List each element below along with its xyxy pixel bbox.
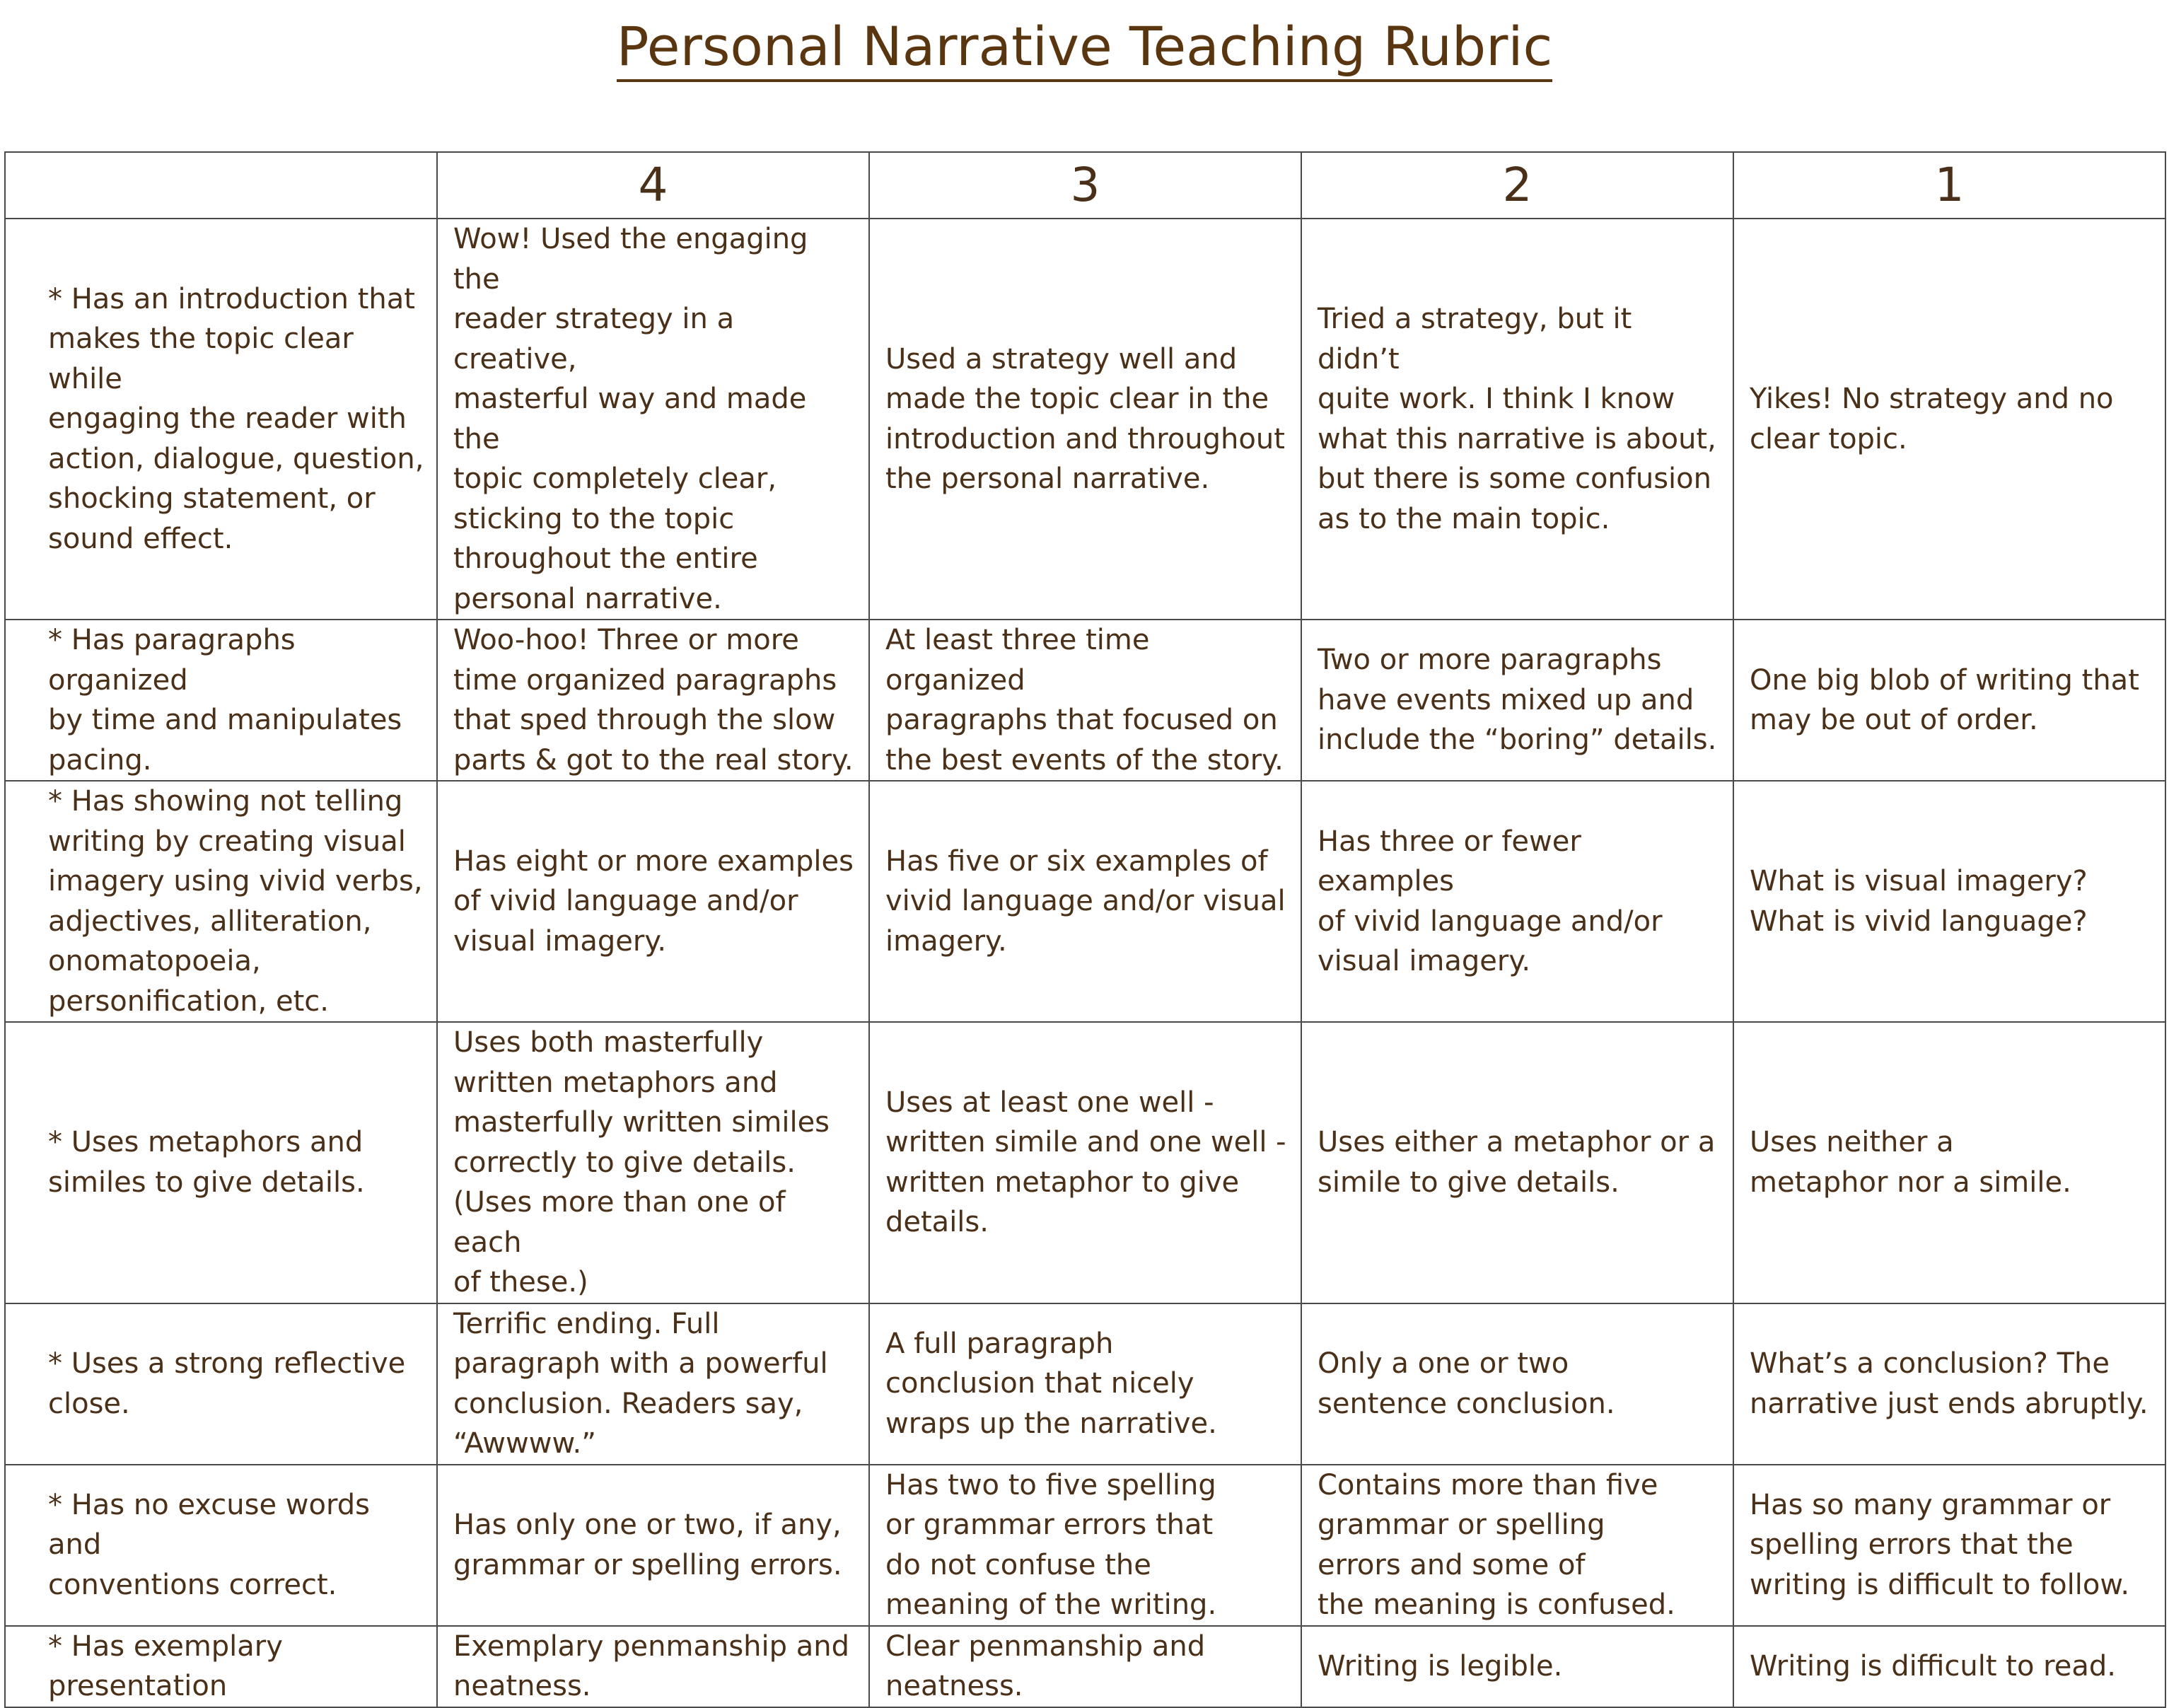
score-header-4: 4 xyxy=(437,152,869,219)
table-row xyxy=(5,1626,2165,1707)
table-row xyxy=(5,1465,2165,1626)
score-2-cell: Has three or fewer examples of vivid language and/or visual imagery. xyxy=(1301,781,1733,1022)
score-2-cell: Contains more than five grammar or spelling errors and some of the meaning is confused. xyxy=(1301,1465,1733,1626)
score-3-cell: Has two to five spelling or grammar errors that do not confuse the meaning of the writing. xyxy=(869,1465,1301,1626)
score-header-3: 3 xyxy=(869,152,1301,219)
score-3-cell: Has five or six examples of vivid language and/or visual imagery. xyxy=(869,781,1301,1022)
score-4-cell: Exemplary penmanship and neatness. xyxy=(437,1626,869,1707)
criterion-cell: * Has paragraphs organized by time and manipulates pacing. xyxy=(5,620,437,781)
score-1-cell: Uses neither a metaphor nor a simile. xyxy=(1733,1022,2165,1303)
score-4-cell: Has only one or two, if any, grammar or spelling errors. xyxy=(437,1465,869,1626)
score-1-cell: Writing is difficult to read. xyxy=(1733,1626,2165,1707)
score-3-cell: A full paragraph conclusion that nicely wraps up the narrative. xyxy=(869,1303,1301,1465)
header-corner-cell xyxy=(5,152,437,219)
score-1-cell: What’s a conclusion? The narrative just ends abruptly. xyxy=(1733,1303,2165,1465)
score-header-1: 1 xyxy=(1733,152,2165,219)
score-4-cell: Uses both masterfully written metaphors and masterfully written similes correctly to give details. (Uses more than one of each of these.) xyxy=(437,1022,869,1303)
page-title xyxy=(0,11,2169,82)
criterion-cell: * Has exemplary presentation xyxy=(5,1626,437,1707)
criterion-cell: * Uses metaphors and similes to give details. xyxy=(5,1022,437,1303)
score-3-cell: Used a strategy well and made the topic clear in the introduction and throughout the personal narrative. xyxy=(869,219,1301,620)
score-3-cell: Uses at least one well - written simile and one well - written metaphor to give details. xyxy=(869,1022,1301,1303)
score-1-cell: What is visual imagery? What is vivid language? xyxy=(1733,781,2165,1022)
score-4-cell: Terrific ending. Full paragraph with a powerful conclusion. Readers say, “Awwww.” xyxy=(437,1303,869,1465)
score-2-cell: Only a one or two sentence conclusion. xyxy=(1301,1303,1733,1465)
header-row xyxy=(5,152,2165,219)
score-3-cell: At least three time organized paragraphs that focused on the best events of the story. xyxy=(869,620,1301,781)
table-row xyxy=(5,1022,2165,1303)
score-1-cell: Has so many grammar or spelling errors that the writing is difficult to follow. xyxy=(1733,1465,2165,1626)
table-row xyxy=(5,1303,2165,1465)
page-title-text: Personal Narrative Teaching Rubric xyxy=(617,15,1553,82)
criterion-cell: * Uses a strong reflective close. xyxy=(5,1303,437,1465)
score-header-2: 2 xyxy=(1301,152,1733,219)
score-2-cell: Writing is legible. xyxy=(1301,1626,1733,1707)
score-1-cell: One big blob of writing that may be out of order. xyxy=(1733,620,2165,781)
criterion-cell: * Has showing not telling writing by creating visual imagery using vivid verbs, adjectives, alliteration, onomatopoeia, personification, etc. xyxy=(5,781,437,1022)
score-3-cell: Clear penmanship and neatness. xyxy=(869,1626,1301,1707)
score-4-cell: Has eight or more examples of vivid language and/or visual imagery. xyxy=(437,781,869,1022)
score-2-cell: Two or more paragraphs have events mixed up and include the “boring” details. xyxy=(1301,620,1733,781)
score-2-cell: Tried a strategy, but it didn’t quite work. I think I know what this narrative is about, but there is some confusion as to the main topic. xyxy=(1301,219,1733,620)
score-2-cell: Uses either a metaphor or a simile to give details. xyxy=(1301,1022,1733,1303)
score-1-cell: Yikes! No strategy and no clear topic. xyxy=(1733,219,2165,620)
table-row xyxy=(5,781,2165,1022)
score-4-cell: Woo-hoo! Three or more time organized paragraphs that sped through the slow parts & got to the real story. xyxy=(437,620,869,781)
rubric-table xyxy=(4,151,2166,1708)
table-row xyxy=(5,219,2165,620)
table-row xyxy=(5,620,2165,781)
score-4-cell: Wow! Used the engaging the reader strategy in a creative, masterful way and made the topic completely clear, sticking to the topic throughout the entire personal narrative. xyxy=(437,219,869,620)
criterion-cell: * Has an introduction that makes the topic clear while engaging the reader with action, dialogue, question, shocking statement, or sound effect. xyxy=(5,219,437,620)
criterion-cell: * Has no excuse words and conventions correct. xyxy=(5,1465,437,1626)
